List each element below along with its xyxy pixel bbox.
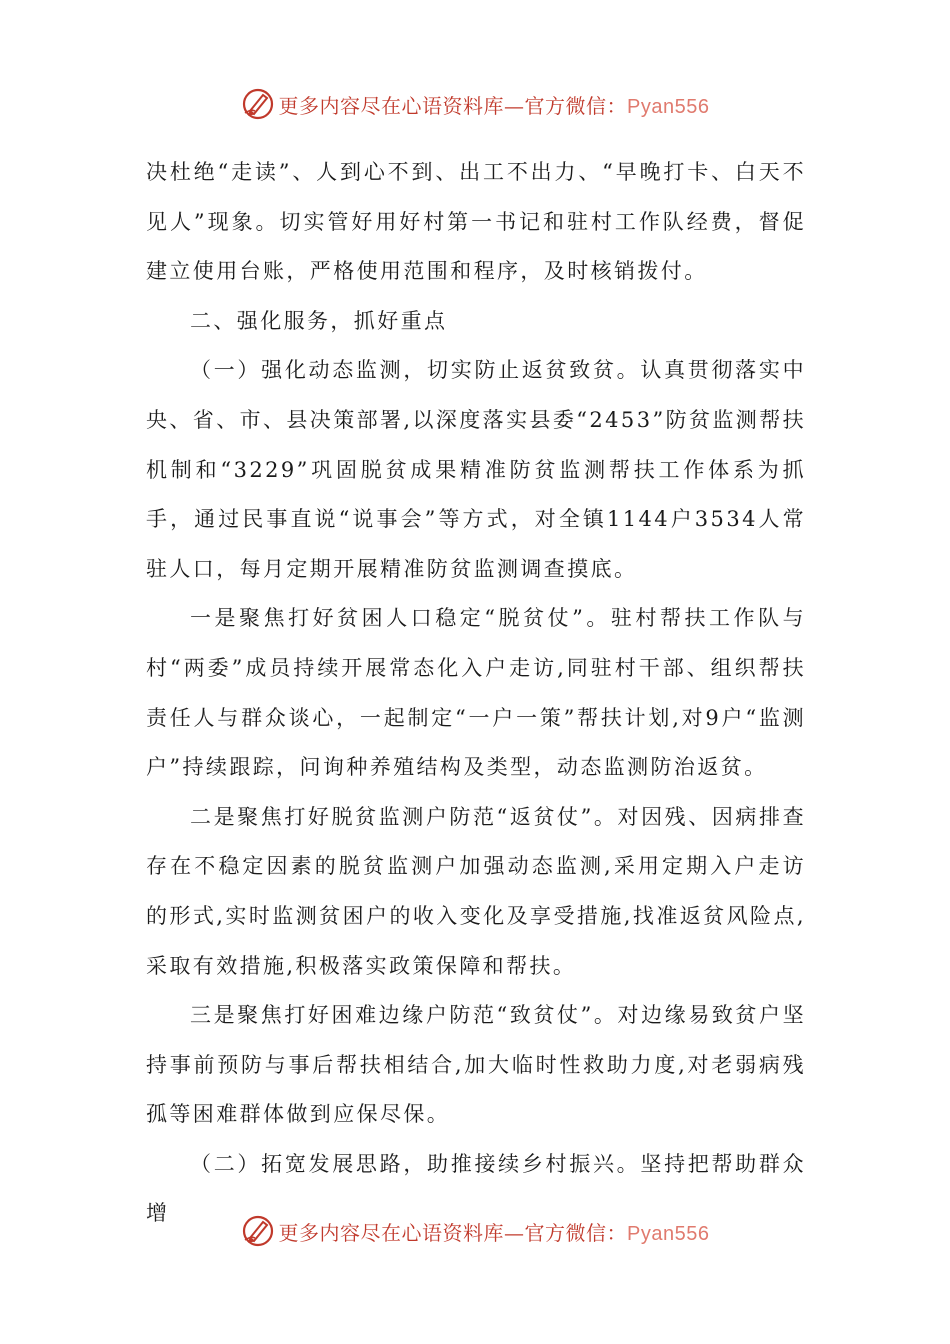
footer-wechat-id: Pyan556 [627,1222,710,1245]
header-slogan: 更多内容尽在心语资料库—官方微信： [278,93,628,118]
paragraph-6: 三是聚焦打好困难边缘户防范“致贫仗”。对边缘易致贫户坚持事前预防与事后帮扶相结合,加大临时性救助力度,对老弱病残孤等困难群体做到应保尽保。 [146,1003,806,1127]
paragraph-7: （二）拓宽发展思路，助推接续乡村振兴。坚持把帮助群众增 [146,1151,806,1226]
paragraph-4: 一是聚焦打好贫困人口稳定“脱贫仗”。驻村帮扶工作队与村“两委”成员持续开展常态化入户走访,同驻村干部、组织帮扶责任人与群众谈心，一起制定“一户一策”帮扶计划,对9户“监测户”持续跟踪，问询种养殖结构及类型，动态监测防治返贫。 [146,606,806,780]
footer-banner-text [279,1217,710,1246]
document-body [146,148,806,1239]
pen-logo-icon [241,87,275,121]
pen-logo-icon [241,1214,275,1248]
header-wechat-id: Pyan556 [627,95,710,118]
paragraph-5: 二是聚焦打好脱贫监测户防范“返贫仗”。对因残、因病排查存在不稳定因素的脱贫监测户加强动态监测,采用定期入户走访的形式,实时监测贫困户的收入变化及享受措施,找准返贫风险点,采取有效措施,积极落实政策保障和帮扶。 [146,804,806,978]
header-banner [0,84,950,124]
footer-slogan: 更多内容尽在心语资料库—官方微信： [278,1220,628,1245]
paragraph-3: （一）强化动态监测，切实防止返贫致贫。认真贯彻落实中央、省、市、县决策部署,以深度落实县委“2453”防贫监测帮扶机制和“3229”巩固脱贫成果精准防贫监测帮扶工作体系为抓手，通过民事直说“说事会”等方式，对全镇1144户3534人常驻人口，每月定期开展精准防贫监测调查摸底。 [146,358,806,581]
header-banner-text [279,90,710,119]
footer-banner [0,1211,950,1251]
paragraph-1: 决杜绝“走读”、人到心不到、出工不出力、“早晚打卡、白天不见人”现象。切实管好用好村第一书记和驻村工作队经费，督促建立使用台账，严格使用范围和程序，及时核销拨付。 [146,160,806,284]
section-heading-2: 二、强化服务，抓好重点 [190,308,448,333]
